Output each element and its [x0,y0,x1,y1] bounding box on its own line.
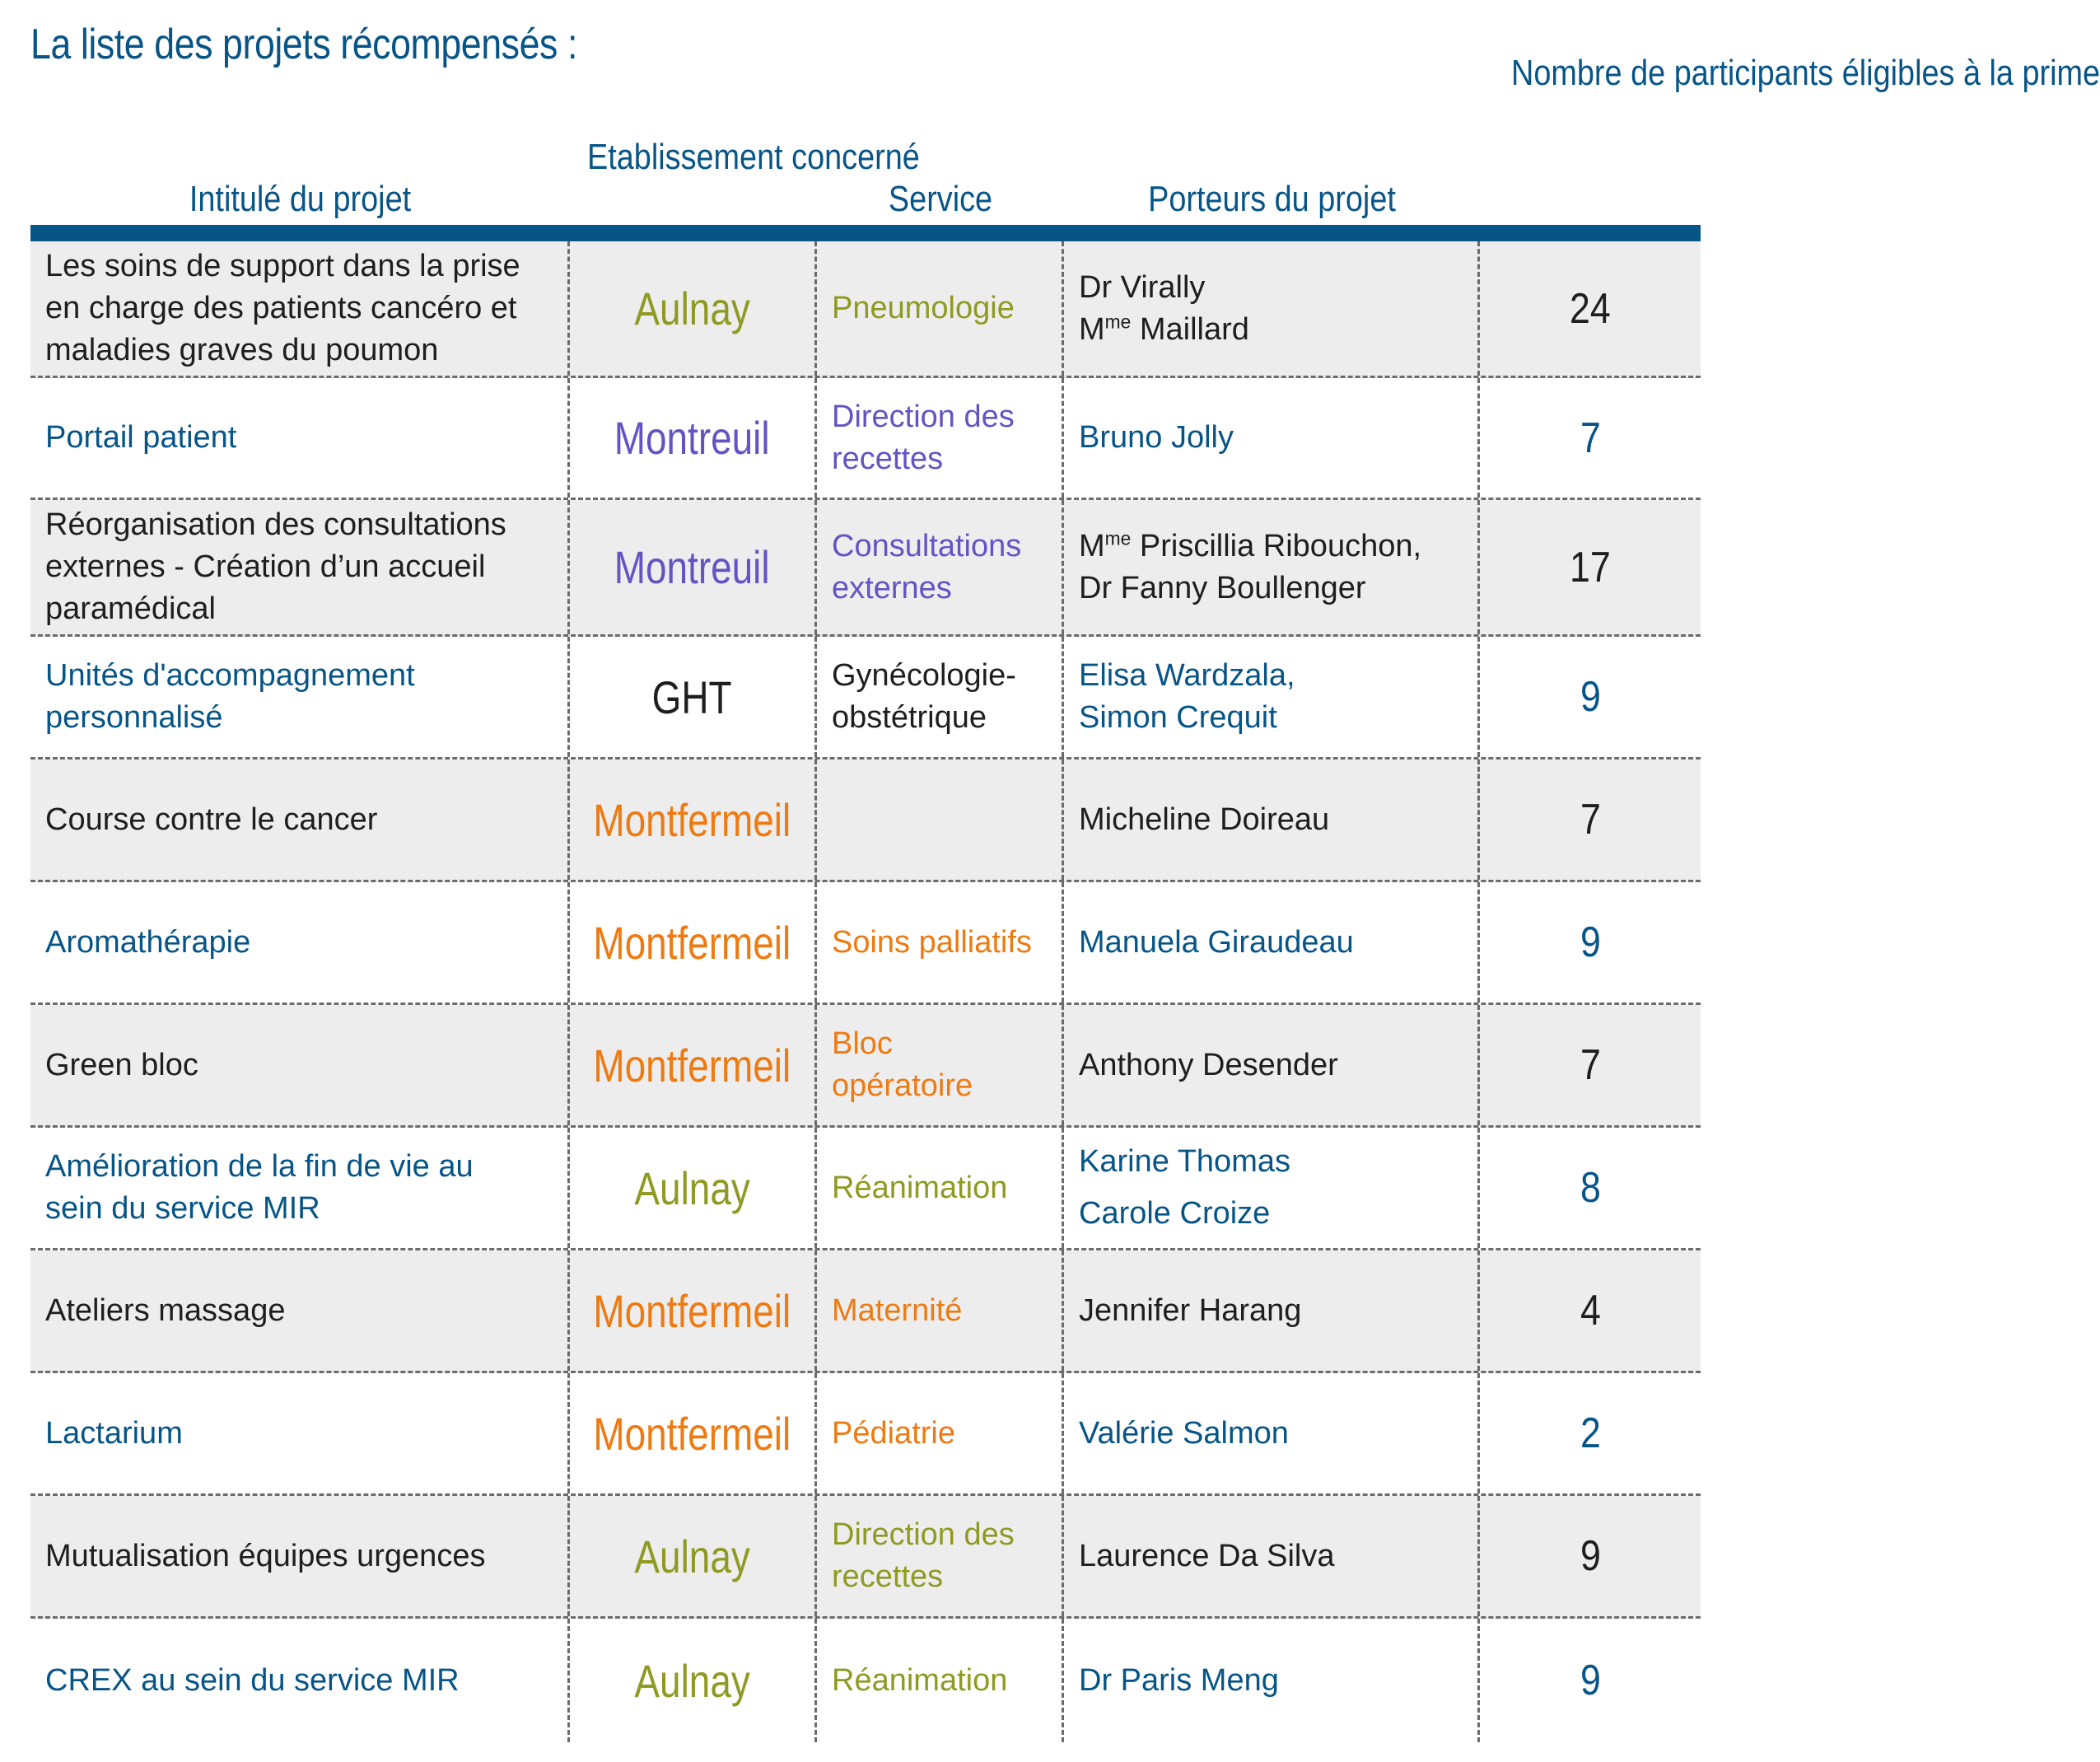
table-row [30,1496,1701,1619]
table-row [30,882,1701,1005]
participants-count: 4 [1580,1287,1601,1334]
project-title: Unités d'accompagnement personnalisé [45,658,415,735]
participants-count: 2 [1580,1409,1601,1457]
porteurs-list [1079,267,1249,351]
header-porteurs: Porteurs du projet [1148,179,1396,219]
project-title: Mutualisation équipes urgences [45,1538,486,1573]
porteur-name: $M^{me}$ Priscillia Ribouchon, [1079,526,1422,563]
service-label: Direction des recettes [832,399,1015,476]
service-label: Soins palliatifs [832,924,1032,960]
participants-count: 7 [1580,1041,1601,1089]
participants-count: 8 [1580,1164,1601,1212]
etablissement-label: Aulnay [634,1161,750,1214]
participants-count: 17 [1570,543,1611,591]
porteur-name: Elisa Wardzala, [1079,658,1295,693]
porteurs-list [1079,1413,1289,1455]
service-label: Gynécologie- obstétrique [832,658,1016,735]
porteur-name: Dr Fanny Boullenger [1079,570,1366,605]
porteurs-list [1079,1141,1290,1235]
service-label: Consultations externes [832,528,1022,605]
table-row [30,637,1701,759]
service-label: Pneumologie [832,291,1015,325]
project-title: Aromathérapie [45,924,251,960]
service-label: Pédiatrie [832,1415,955,1451]
participants-count: 24 [1570,284,1611,333]
participants-count: 9 [1580,1532,1601,1580]
etablissement-label: Montfermeil [593,1039,791,1091]
etablissement-label: Aulnay [634,1530,750,1582]
table-row [30,378,1701,500]
porteur-name: Manuela Giraudeau [1079,924,1354,960]
table-row [30,1619,1701,1742]
porteur-name: Simon Crequit [1079,700,1277,735]
project-title: Amélioration de la fin de vie au sein du service MIR [45,1149,474,1226]
porteurs-list [1079,1045,1338,1087]
header-service: Service [888,179,993,219]
porteur-name: Laurence Da Silva [1079,1538,1335,1573]
service-label: Maternité [832,1292,963,1328]
participants-count: 9 [1580,673,1601,721]
header-etablissement: Etablissement concerné [587,137,920,177]
participants-count: 7 [1580,796,1601,844]
porteur-name: $M^{me}$ Maillard [1079,310,1249,347]
table-row [30,1250,1701,1373]
etablissement-label: Montreuil [614,541,770,593]
table-row [30,500,1701,637]
porteur-name: Dr Virally [1079,269,1206,305]
porteur-name: Valérie Salmon [1079,1415,1289,1451]
table-row [30,759,1701,882]
table-row [30,241,1701,378]
service-label: Réanimation [832,1662,1008,1698]
project-title: Lactarium [45,1415,183,1451]
header-bar [30,225,1701,241]
participants-count: 7 [1580,414,1601,462]
table-row [30,1128,1701,1250]
porteur-name: Micheline Doireau [1079,802,1330,837]
porteur-name: Jennifer Harang [1079,1292,1302,1328]
header-participants: Nombre de participants éligibles à la prime [1511,53,2100,93]
porteurs-list [1079,1535,1335,1577]
project-title: Portail patient [45,420,237,455]
project-title: Ateliers massage [45,1292,286,1328]
porteur-name: Carole Croize [1079,1196,1271,1231]
porteurs-list [1079,1290,1301,1332]
porteurs-list [1079,655,1295,739]
porteurs-list [1079,799,1329,841]
porteurs-list [1079,526,1421,610]
table-row [30,1373,1701,1496]
project-title: Green bloc [45,1047,198,1082]
service-label: Direction des recettes [832,1517,1015,1594]
etablissement-label: Montfermeil [593,1284,791,1337]
etablissement-label: GHT [652,671,732,723]
porteurs-list [1079,922,1354,964]
participants-count: 9 [1580,1657,1601,1704]
etablissement-label: Montreuil [614,412,770,464]
participants-count: 9 [1580,918,1601,966]
etablissement-label: Montfermeil [593,916,791,969]
service-label: Bloc opératoire [832,1026,973,1103]
etablissement-label: Montfermeil [593,793,791,846]
page-title: La liste des projets récompensés : [30,21,577,68]
etablissement-label: Aulnay [634,1654,750,1707]
porteur-name: Dr Paris Meng [1079,1662,1279,1698]
header-title: Intitulé du projet [189,179,412,219]
project-title: Les soins de support dans la prise en charge des patients cancéro et maladies graves du poumon [45,249,520,367]
service-label: Réanimation [832,1170,1008,1205]
etablissement-label: Montfermeil [593,1407,791,1460]
etablissement-label: Aulnay [634,283,750,334]
porteur-name: Bruno Jolly [1079,420,1234,455]
porteur-name: Anthony Desender [1079,1047,1338,1082]
porteur-name: Karine Thomas [1079,1144,1290,1179]
porteurs-list [1079,1660,1279,1702]
projects-table [30,241,1701,1742]
table-row [30,1005,1701,1128]
project-title: Réorganisation des consultations externes - Création d’un accueil paramédical [45,507,506,626]
project-title: Course contre le cancer [45,802,378,837]
project-title: CREX au sein du service MIR [45,1662,460,1698]
porteurs-list [1079,417,1234,459]
